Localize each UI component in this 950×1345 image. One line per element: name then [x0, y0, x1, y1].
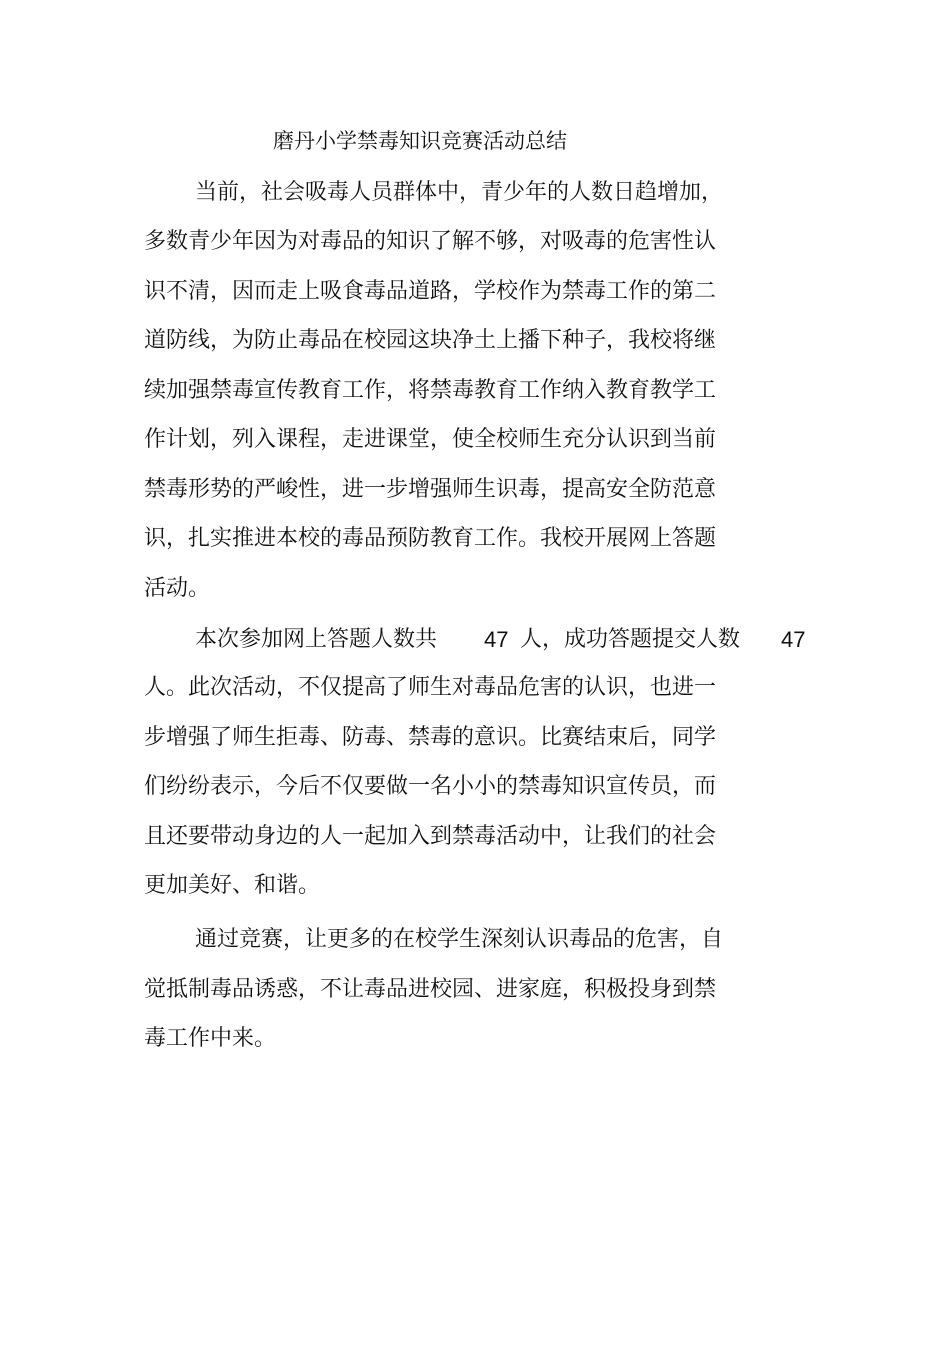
- paragraph-1-line-3: 识不清，因而走上吸食毒品道路，学校作为禁毒工作的第二: [144, 279, 717, 304]
- paragraph-2-line-4: 们纷纷表示，今后不仅要做一名小小的禁毒知识宣传员，而: [144, 774, 717, 799]
- paragraph-2-line-6: 更加美好、和谐。: [144, 873, 321, 898]
- participants-count: 47: [484, 627, 509, 652]
- paragraph-3-line-1: 通过竞赛，让更多的在校学生深刻认识毒品的危害，自: [195, 927, 724, 952]
- document-title: 磨丹小学禁毒知识竞赛活动总结: [273, 129, 567, 153]
- paragraph-2-line-5: 且还要带动身边的人一起加入到禁毒活动中，让我们的社会: [144, 824, 717, 849]
- paragraph-2-line-3: 步增强了师生拒毒、防毒、禁毒的意识。比赛结束后，同学: [144, 725, 717, 750]
- paragraph-1-line-5: 续加强禁毒宣传教育工作，将禁毒教育工作纳入教育教学工: [144, 378, 717, 403]
- paragraph-2-line-2: 人。此次活动，不仅提高了师生对毒品危害的认识，也进一: [144, 675, 717, 700]
- paragraph-1-line-9: 活动。: [144, 576, 211, 601]
- paragraph-3-line-2: 觉抵制毒品诱惑，不让毒品进校园、进家庭，积极投身到禁: [144, 977, 717, 1002]
- submissions-count: 47: [781, 627, 806, 652]
- paragraph-2-text-a: 本次参加网上答题人数共: [195, 627, 438, 652]
- paragraph-3-line-3: 毒工作中来。: [144, 1026, 277, 1051]
- paragraph-2-text-b: 人，成功答题提交人数: [520, 627, 741, 652]
- paragraph-1-line-8: 识，扎实推进本校的毒品预防教育工作。我校开展网上答题: [144, 526, 717, 551]
- paragraph-1-line-4: 道防线，为防止毒品在校园这块净土上播下种子，我校将继: [144, 328, 717, 353]
- paragraph-1-line-7: 禁毒形势的严峻性，进一步增强师生识毒，提高安全防范意: [144, 477, 717, 502]
- paragraph-1-line-2: 多数青少年因为对毒品的知识了解不够，对吸毒的危害性认: [144, 229, 717, 254]
- paragraph-1-line-1: 当前，社会吸毒人员群体中，青少年的人数日趋增加，: [195, 180, 724, 205]
- paragraph-1-line-6: 作计划，列入课程，走进课堂，使全校师生充分认识到当前: [144, 427, 717, 452]
